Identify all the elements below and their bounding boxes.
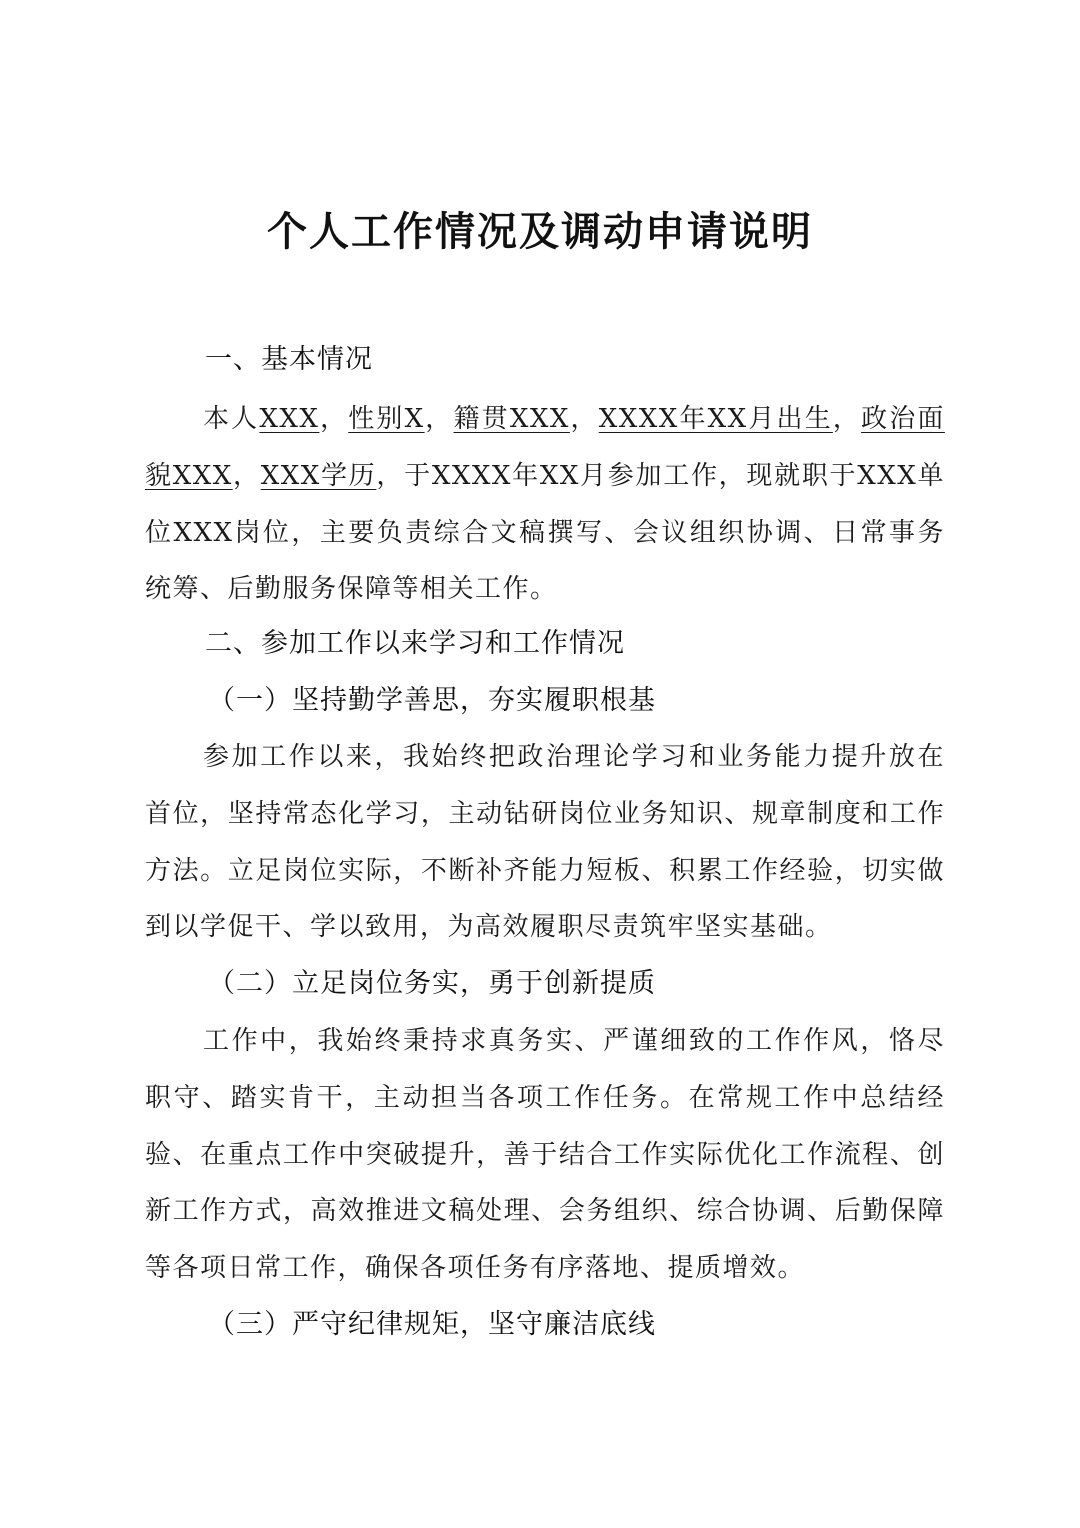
political-status-field: 政治面貌XXX [145,404,945,491]
subsection-heading-2: （二）立足岗位务实，勇于创新提质 [208,968,656,999]
subsection-heading-1: （一）坚持勤学善思，夯实履职根基 [208,685,656,716]
text-segment: ， [832,404,862,434]
text-segment: 本人 [203,404,260,434]
text-segment: ， [232,460,261,491]
gender-field: 性别X [348,404,425,434]
section-heading-basic-info: 一、基本情况 [205,344,373,375]
subsection-heading-3: （三）严守纪律规矩，坚守廉洁底线 [208,1309,656,1340]
birth-date-field: XXXX年XX月出生 [598,404,833,434]
text-segment: ， [319,404,349,434]
subsection-2-paragraph: 工作中，我始终秉持求真务实、严谨细致的工作作风，恪尽职守、踏实肯干，主动担当各项工作任务。在常规工作中总结经验、在重点工作中突破提升，善于结合工作实际优化工作流程、创新工作方式，高效推进文稿处理、会务组织、综合协调、后勤保障等各项日常工作，确保各项任务有序落地、提质增效。 [145,1026,945,1284]
subsection-1-paragraph: 参加工作以来，我始终把政治理论学习和业务能力提升放在首位，坚持常态化学习，主动钻研岗位业务知识、规章制度和工作方法。立足岗位实际，不断补齐能力短板、积累工作经验，切实做到以学促干、学以致用，为高效履职尽责筑牢坚实基础。 [145,742,945,943]
text-segment: ， [424,404,454,434]
native-place-field: 籍贯XXX [453,404,570,434]
text-segment: ，于XXXX年XX月参加工作，现就职于XXX单位XXX岗位，主要负责综合文稿撰写、会议组织协调、日常事务统筹、后勤服务保障等相关工作。 [145,460,946,605]
section-heading-work-history: 二、参加工作以来学习和工作情况 [205,628,625,659]
education-field: XXX学历 [260,460,377,491]
basic-info-paragraph [145,391,945,618]
document-title: 个人工作情况及调动申请说明 [267,209,813,255]
text-segment: ， [569,404,599,434]
name-field: XXX [259,404,320,434]
